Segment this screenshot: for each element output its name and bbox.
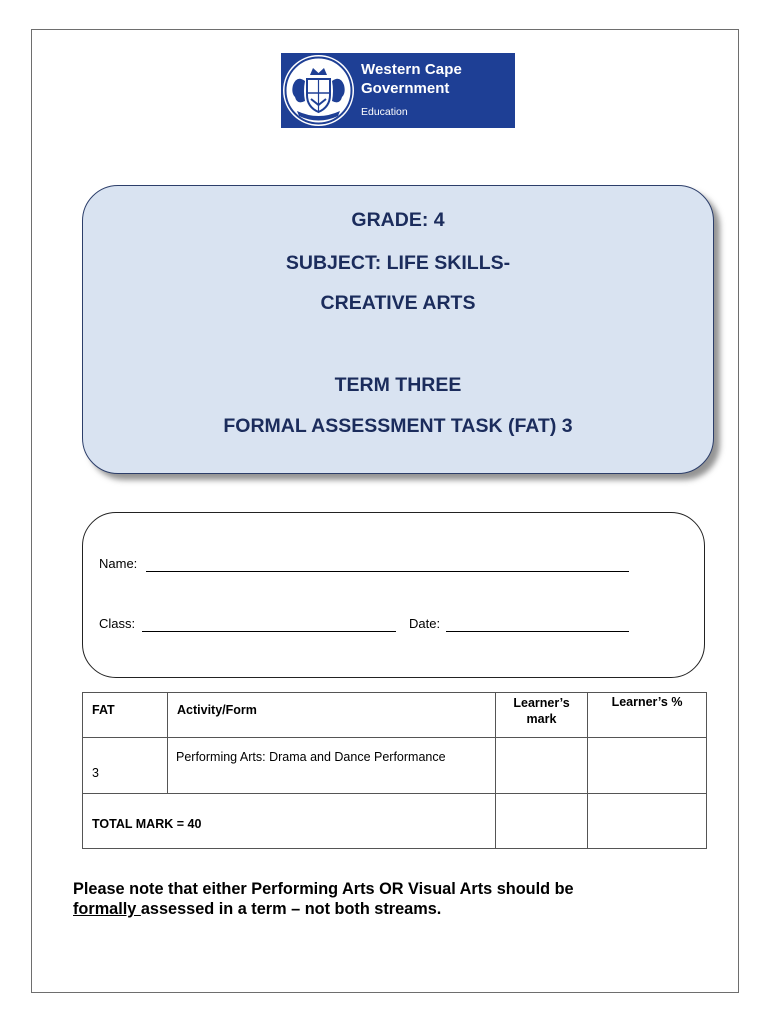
logo-text-western-cape: Western Cape bbox=[361, 61, 462, 78]
row-fat: 3 bbox=[92, 766, 99, 780]
row-mark-input[interactable] bbox=[496, 738, 588, 794]
header-mark-line1: Learner’s bbox=[513, 696, 570, 710]
header-fat: FAT bbox=[92, 703, 115, 717]
header-activity: Activity/Form bbox=[177, 703, 257, 717]
header-percent: Learner’s % bbox=[611, 695, 683, 709]
task-heading: FORMAL ASSESSMENT TASK (FAT) 3 bbox=[223, 415, 573, 437]
total-row bbox=[83, 794, 707, 849]
table-header-row bbox=[83, 693, 707, 738]
header-mark-line2: mark bbox=[526, 712, 557, 726]
note-line1: Please note that either Performing Arts OR Visual Arts should be bbox=[73, 880, 574, 898]
header-mark-cell bbox=[496, 693, 588, 738]
row-percent-input[interactable] bbox=[588, 738, 707, 794]
header-fat-cell bbox=[83, 693, 168, 738]
row-activity: Performing Arts: Drama and Dance Performance bbox=[176, 750, 446, 764]
name-field[interactable] bbox=[146, 571, 629, 572]
coat-of-arms-icon bbox=[283, 55, 354, 126]
row-fat-cell bbox=[83, 738, 168, 794]
header-mark bbox=[496, 693, 587, 727]
table-row bbox=[83, 738, 707, 794]
grade-heading: GRADE: 4 bbox=[351, 209, 445, 231]
term-heading: TERM THREE bbox=[334, 374, 462, 396]
learner-info-box bbox=[82, 512, 705, 678]
logo-text-government: Government bbox=[361, 80, 450, 97]
note-underlined-word: formally bbox=[73, 900, 141, 918]
header-activity-cell bbox=[168, 693, 496, 738]
wcg-logo bbox=[281, 53, 515, 128]
header-percent-cell bbox=[588, 693, 707, 738]
total-mark: TOTAL MARK = 40 bbox=[92, 817, 202, 831]
note-line2-rest: assessed in a term – not both streams. bbox=[140, 900, 442, 918]
subject-heading-continued: CREATIVE ARTS bbox=[320, 292, 476, 314]
row-activity-cell bbox=[168, 738, 496, 794]
title-box bbox=[82, 185, 714, 474]
date-label: Date: bbox=[409, 616, 441, 631]
assessment-table bbox=[82, 692, 707, 849]
logo-text-education: Education bbox=[361, 106, 408, 118]
total-percent-input[interactable] bbox=[588, 794, 707, 849]
total-cell bbox=[83, 794, 496, 849]
note-line2 bbox=[73, 899, 713, 919]
assessment-note bbox=[73, 879, 713, 919]
total-mark-input[interactable] bbox=[496, 794, 588, 849]
name-label: Name: bbox=[99, 556, 138, 571]
class-field[interactable] bbox=[142, 631, 396, 632]
class-label: Class: bbox=[99, 616, 136, 631]
subject-heading: SUBJECT: LIFE SKILLS- bbox=[285, 252, 511, 274]
date-field[interactable] bbox=[446, 631, 629, 632]
